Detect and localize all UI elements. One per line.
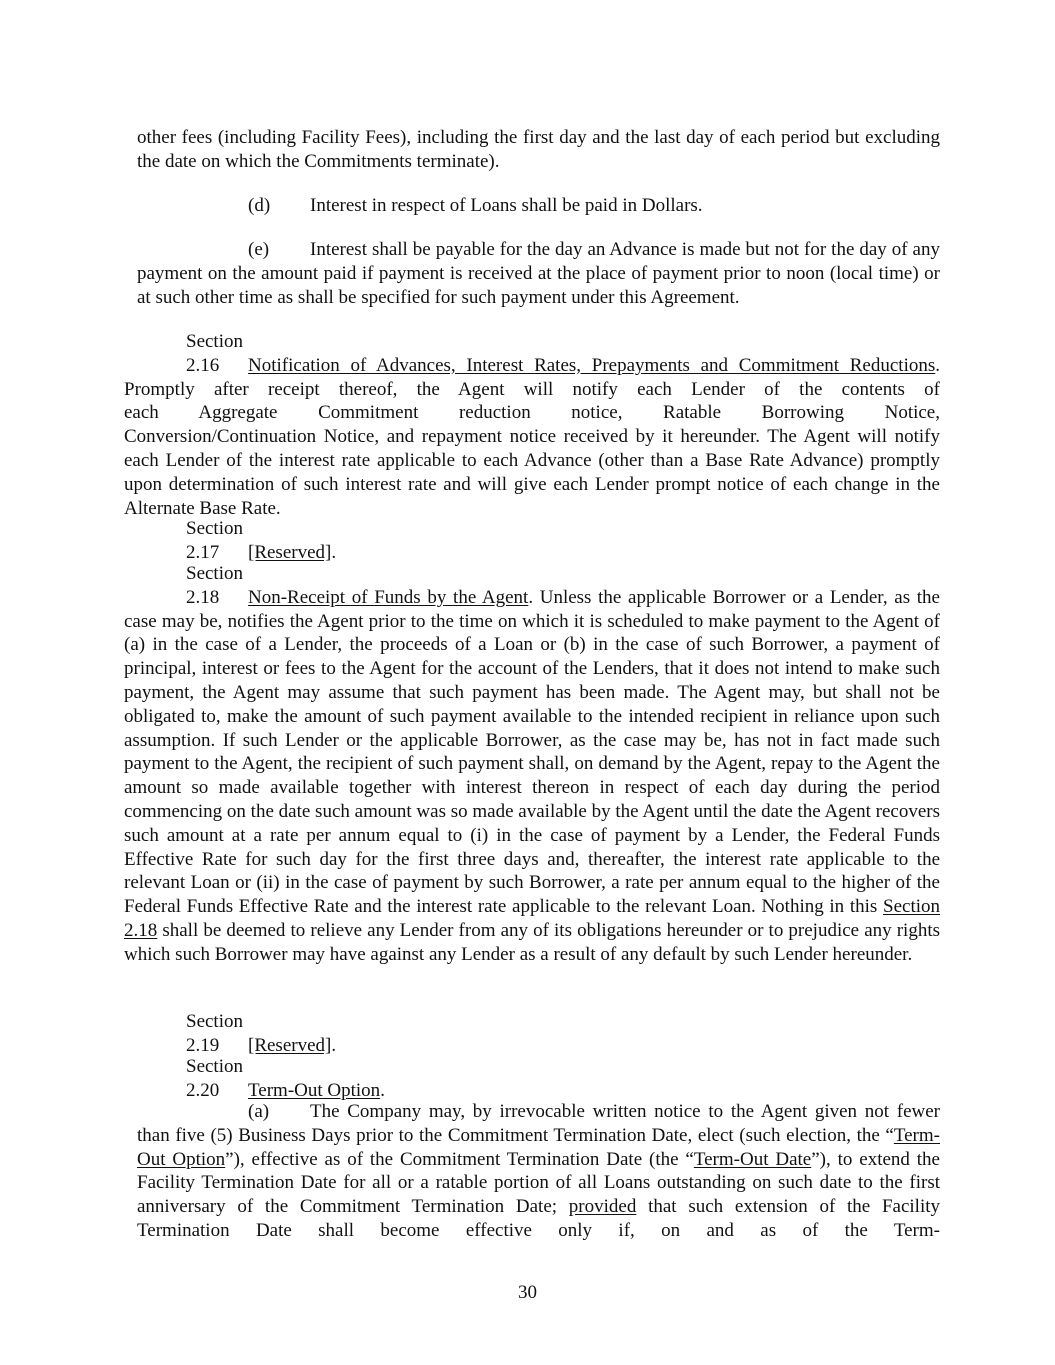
section-2-20-clause-a (137, 1100, 940, 1243)
section-number: Section 2.17 (186, 518, 243, 563)
defined-term: Term-Out Date (693, 1148, 812, 1170)
section-body: Unless the applicable Borrower or a Lender, as the case may be, notifies the Agent prior to the time on which it is scheduled to make payment to the Agent of (a) in the case of a Lender, the proceeds of a Loan or (b) in the case of such Borrower, a payment of principal, interest or fees to the Agent for the account of the Lenders, that it does not intend to make such payment, the Agent may assume that such payment has been made. The Agent may, but shall not be obligated to, make the amount of such payment available to the intended recipient in reliance upon such assumption. If such Lender or the applicable Borrower, as the case may be, has not in fact made such payment to the Agent, the recipient of such payment shall, on demand by the Agent, repay to the Agent the amount so made available together with interest thereon in respect of each day during the period commencing on the date such amount was so made available by the Agent until the date the Agent recovers such amount at a rate per annum equal to (i) in the case of payment by a Lender, the Federal Funds Effective Rate for such day for the first three days and, thereafter, the interest rate applicable to the relevant Loan or (ii) in the case of payment by such Borrower, a rate per annum equal to the higher of the Federal Funds Effective Rate and the interest rate applicable to the relevant Loan. Nothing in this (124, 586, 940, 918)
proviso-term: provided (568, 1196, 637, 1218)
section-body-rest: Conversion/Continuation Notice, and repayment notice received by it hereunder. The Agent will notify each Lender of the interest rate applicable to each Advance (other than a Base Rate Advance) promptly upon determination of such interest rate and will give each Lender prompt notice of each change in the Alternate Base Rate. (124, 426, 940, 519)
section-number: Section 2.19 (186, 1011, 243, 1056)
section-2-17: Section 2.17 [Reserved]. (186, 518, 337, 563)
clause-c-text: other fees (including Facility Fees), including the first day and the last day of each period but excluding the date on which the Commitments terminate). (137, 127, 940, 172)
section-number: Section 2.16 (186, 331, 243, 376)
clause-d-label: (d) (248, 195, 271, 216)
clause-a-label: (a) (248, 1101, 270, 1122)
section-body: Promptly after receipt thereof, the Agent will notify each Lender of the contents of (124, 378, 940, 400)
clause-a-text: that such extension of the Facility Termination Date shall become effective only if, on and as of the Term- (137, 1196, 941, 1241)
section-title: [Reserved] (248, 1034, 332, 1056)
section-2-16: Section 2.16 Notification of Advances, Interest Rates, Prepayments and Commitment Reductions. Promptly after receipt thereof, the Agent will notify each Lender of the contents of each Aggregate Commitment reduction notice, Ratable Borrowing Notice, Conversion/Continuation Notice, and repayment notice received by it hereunder. The Agent will notify each Lender of the interest rate applicable to each Advance (other than a Base Rate Advance) promptly upon determination of such interest rate and will give each Lender prompt notice of each change in the Alternate Base Rate. (124, 331, 940, 519)
section-number: Section 2.20 (186, 1056, 243, 1101)
clause-a-text: The Company may, by irrevocable written notice to the Agent given not fewer than five (5) Business Days prior to the Commitment Termination Date, elect (such election, the “ (137, 1101, 940, 1146)
section-title: Notification of Advances, Interest Rates, Prepayments and Commitment Reductions (248, 354, 936, 376)
clause-d-text: Interest in respect of Loans shall be paid in Dollars. (310, 195, 703, 216)
clause-d (137, 194, 940, 218)
clause-a-text: ”), to extend the Facility Termination Date for all or a ratable portion of all Loans outstanding on such date to the first anniversary of the Commitment Termination Date; (137, 1148, 940, 1218)
clause-c-continuation (137, 126, 940, 174)
section-body-end: shall be deemed to relieve any Lender from any of its obligations hereunder or to prejudice any rights which such Borrower may have against any Lender as a result of any default by such Lender hereunder. (124, 919, 940, 965)
section-title: Non-Receipt of Funds by the Agent (248, 586, 529, 608)
section-title: Term-Out Option (248, 1079, 381, 1101)
section-2-20: Section 2.20 Term-Out Option. (186, 1056, 385, 1101)
defined-term: Term-Out Option (137, 1124, 940, 1170)
clause-e (137, 238, 940, 309)
clause-a-text: ”), effective as of the Commitment Termination Date (the “ (225, 1148, 694, 1170)
section-2-18: Section 2.18 Non-Receipt of Funds by the Agent. Unless the applicable Borrower or a Lender, as the case may be, notifies the Agent prior to the time on which it is scheduled to make payment to the Agent of (a) in the case of a Lender, the proceeds of a Loan or (b) in the case of such Borrower, a payment of principal, interest or fees to the Agent for the account of the Lenders, that it does not intend to make such payment, the Agent may assume that such payment has been made. The Agent may, but shall not be obligated to, make the amount of such payment available to the intended recipient in reliance upon such assumption. If such Lender or the applicable Borrower, as the case may be, has not in fact made such payment to the Agent, the recipient of such payment shall, on demand by the Agent, repay to the Agent the amount so made available together with interest thereon in respect of each day during the period commencing on the date such amount was so made available by the Agent until the date the Agent recovers such amount at a rate per annum equal to (i) in the case of payment by a Lender, the Federal Funds Effective Rate for such day for the first three days and, thereafter, the interest rate applicable to the relevant Loan or (ii) in the case of payment by such Borrower, a rate per annum equal to the higher of the Federal Funds Effective Rate and the interest rate applicable to the relevant Loan. Nothing in this Section 2.18 shall be deemed to relieve any Lender from any of its obligations hereunder or to prejudice any rights which such Borrower may have against any Lender as a result of any default by such Lender hereunder. (124, 563, 941, 965)
section-number: Section 2.18 (186, 563, 243, 608)
section-cross-reference[interactable]: Section 2.18 (124, 896, 941, 941)
section-title: [Reserved] (248, 541, 332, 563)
section-body-line: each Aggregate Commitment reduction notice, Ratable Borrowing Notice, (124, 402, 940, 424)
clause-e-label: (e) (248, 239, 270, 260)
page-number: 30 (518, 1282, 537, 1303)
clause-e-text: Interest shall be payable for the day an Advance is made but not for the day of any payment on the amount paid if payment is received at the place of payment prior to noon (local time) or at such other time as shall be specified for such payment under this Agreement. (137, 239, 940, 308)
section-2-19: Section 2.19 [Reserved]. (186, 1011, 337, 1056)
